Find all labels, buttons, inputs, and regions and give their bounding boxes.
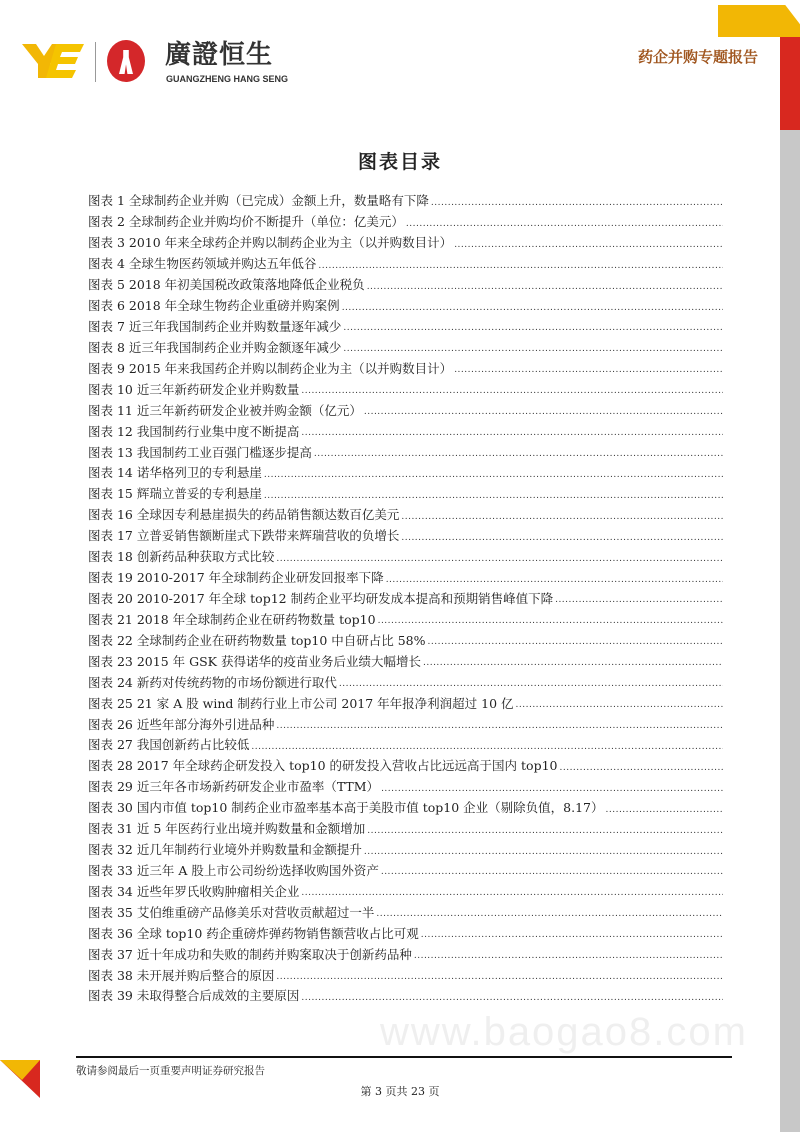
toc-item[interactable] <box>88 504 723 525</box>
toc-item-text: 图表 13 我国制药工业百强门槛逐步提高 <box>88 444 312 460</box>
toc-item[interactable] <box>88 274 723 295</box>
toc-item-text: 图表 35 艾伯维重磅产品修美乐对营收贡献超过一半 <box>88 904 375 920</box>
toc-item[interactable] <box>88 253 723 274</box>
toc-leader-dots <box>454 235 723 250</box>
toc-item-text: 图表 32 近几年制药行业境外并购数量和金额提升 <box>88 842 362 858</box>
toc-item-text: 图表 24 新药对传统药物的市场份额进行取代 <box>88 674 337 690</box>
toc-leader-dots <box>301 988 723 1003</box>
toc-leader-dots <box>314 444 723 459</box>
toc-item[interactable] <box>88 295 723 316</box>
toc-item[interactable] <box>88 190 723 211</box>
toc-title: 图表目录 <box>357 151 442 173</box>
toc-item-text: 图表 14 诺华格列卫的专利悬崖 <box>88 465 262 481</box>
toc-leader-dots <box>378 611 723 626</box>
decor-yellow-tab <box>718 5 800 37</box>
toc-leader-dots <box>276 549 723 564</box>
toc-item-text: 图表 3 2010 年来全球药企并购以制药企业为主（以并购数目计） <box>88 235 453 251</box>
toc-leader-dots <box>343 318 723 333</box>
toc-item[interactable] <box>88 818 723 839</box>
toc-leader-dots <box>276 967 723 982</box>
toc-leader-dots <box>343 339 723 354</box>
toc-leader-dots <box>559 758 723 773</box>
toc-item-text: 图表 2 全球制药企业并购均价不断提升（单位：亿美元） <box>88 214 404 230</box>
toc-item-text: 图表 23 2015 年 GSK 获得诺华的疫苗业务后业绩大幅增长 <box>88 653 421 669</box>
toc-item[interactable] <box>88 232 723 253</box>
toc-item-text: 图表 38 未开展并购后整合的原因 <box>88 967 275 983</box>
toc-item[interactable] <box>88 399 723 420</box>
toc-item-text: 图表 31 近 5 年医药行业出境并购数量和金额增加 <box>88 821 366 837</box>
toc-item[interactable] <box>88 922 723 943</box>
toc-item[interactable] <box>88 483 723 504</box>
toc-item-text: 图表 11 近三年新药研发企业被并购金额（亿元） <box>88 402 362 418</box>
toc-item[interactable] <box>88 671 723 692</box>
toc-item-text: 图表 1 全球制药企业并购（已完成）金额上升，数量略有下降 <box>88 193 429 209</box>
toc-item-text: 图表 37 近十年成功和失败的制药并购案取决于创新药品种 <box>88 946 412 962</box>
toc-item-text: 图表 27 我国创新药占比较低 <box>88 737 250 753</box>
figure-toc <box>88 190 723 1006</box>
toc-leader-dots <box>431 193 723 208</box>
toc-leader-dots <box>555 590 723 605</box>
footer-rule <box>76 1056 732 1058</box>
toc-item[interactable] <box>88 943 723 964</box>
toc-leader-dots <box>606 800 724 815</box>
toc-leader-dots <box>386 570 723 585</box>
toc-item[interactable] <box>88 316 723 337</box>
toc-leader-dots <box>364 842 723 857</box>
toc-item-text: 图表 4 全球生物医药领域并购达五年低谷 <box>88 256 317 272</box>
toc-item-text: 图表 19 2010-2017 年全球制药企业研发回报率下降 <box>88 570 384 586</box>
ye-logo-icon <box>22 40 84 80</box>
toc-item-text: 图表 5 2018 年初美国税改政策落地降低企业税负 <box>88 277 365 293</box>
decor-red-bar <box>780 37 800 130</box>
toc-item-text: 图表 6 2018 年全球生物药企业重磅并购案例 <box>88 298 340 314</box>
toc-leader-dots <box>454 360 723 375</box>
decor-gray-bar <box>780 130 800 1132</box>
toc-item[interactable] <box>88 839 723 860</box>
report-type: 药企并购专题报告 <box>637 48 758 66</box>
toc-item-text: 图表 9 2015 年来我国药企并购以制药企业为主（以并购数目计） <box>88 360 453 376</box>
toc-item[interactable] <box>88 567 723 588</box>
toc-item[interactable] <box>88 713 723 734</box>
toc-leader-dots <box>414 946 723 961</box>
toc-item[interactable] <box>88 860 723 881</box>
toc-leader-dots <box>381 862 723 877</box>
toc-leader-dots <box>516 695 723 710</box>
logo-divider <box>95 42 96 82</box>
toc-leader-dots <box>301 423 723 438</box>
toc-leader-dots <box>364 402 723 417</box>
toc-item-text: 图表 7 近三年我国制药企业并购数量逐年减少 <box>88 318 342 334</box>
toc-item[interactable] <box>88 357 723 378</box>
toc-item[interactable] <box>88 588 723 609</box>
toc-item-text: 图表 17 立普妥销售额断崖式下跌带来辉瑞营收的负增长 <box>88 528 400 544</box>
toc-item[interactable] <box>88 650 723 671</box>
toc-item[interactable] <box>88 441 723 462</box>
toc-leader-dots <box>423 653 723 668</box>
toc-item[interactable] <box>88 797 723 818</box>
toc-item-text: 图表 36 全球 top10 药企重磅炸弹药物销售额营收占比可观 <box>88 925 419 941</box>
toc-item-text: 图表 12 我国制药行业集中度不断提高 <box>88 423 300 439</box>
toc-item-text: 图表 28 2017 年全球药企研发投入 top10 的研发投入营收占比远远高于国内 top10 <box>88 758 558 774</box>
toc-item[interactable] <box>88 378 723 399</box>
toc-item-text: 图表 26 近些年部分海外引进品种 <box>88 716 275 732</box>
guangzheng-seal-icon <box>107 40 145 82</box>
page-number: 第 3 页共 23 页 <box>360 1085 440 1098</box>
toc-item[interactable] <box>88 420 723 441</box>
toc-leader-dots <box>421 925 723 940</box>
toc-item-text: 图表 30 国内市值 top10 制药企业市盈率基本高于美股市值 top10 企业（剔除负值，8.17） <box>88 800 604 816</box>
toc-leader-dots <box>251 737 723 752</box>
toc-item-text: 图表 39 未取得整合后成效的主要原因 <box>88 988 300 1004</box>
toc-item-text: 图表 34 近些年罗氏收购肿瘤相关企业 <box>88 883 300 899</box>
company-logo-english: GUANGZHENG HANG SENG <box>166 74 289 84</box>
toc-item[interactable] <box>88 964 723 985</box>
toc-leader-dots <box>339 674 723 689</box>
toc-item[interactable] <box>88 755 723 776</box>
toc-item[interactable] <box>88 901 723 922</box>
toc-item-text: 图表 21 2018 年全球制药企业在研药物数量 top10 <box>88 611 376 627</box>
toc-item[interactable] <box>88 525 723 546</box>
toc-item[interactable] <box>88 734 723 755</box>
toc-item[interactable] <box>88 985 723 1006</box>
toc-leader-dots <box>264 465 723 480</box>
toc-leader-dots <box>301 883 723 898</box>
toc-item[interactable] <box>88 546 723 567</box>
toc-leader-dots <box>318 256 723 271</box>
toc-leader-dots <box>367 821 723 836</box>
toc-item[interactable] <box>88 692 723 713</box>
toc-leader-dots <box>401 528 723 543</box>
toc-leader-dots <box>301 381 723 396</box>
toc-item-text: 图表 29 近三年各市场新药研发企业市盈率（TTM） <box>88 779 380 795</box>
toc-leader-dots <box>367 277 723 292</box>
company-logo-name: 廣證恒生 <box>165 40 274 70</box>
toc-item-text: 图表 25 21 家 A 股 wind 制药行业上市公司 2017 年年报净利润超过 10 亿 <box>88 695 514 711</box>
toc-leader-dots <box>376 904 723 919</box>
toc-leader-dots <box>264 486 723 501</box>
toc-item[interactable] <box>88 608 723 629</box>
toc-item[interactable] <box>88 776 723 797</box>
toc-item-text: 图表 10 近三年新药研发企业并购数量 <box>88 381 300 397</box>
toc-item-text: 图表 8 近三年我国制药企业并购金额逐年减少 <box>88 339 342 355</box>
toc-leader-dots <box>401 507 723 522</box>
toc-item-text: 图表 20 2010-2017 年全球 top12 制药企业平均研发成本提高和预期销售峰值下降 <box>88 590 554 606</box>
toc-leader-dots <box>342 298 723 313</box>
footer-disclaimer: 敬请参阅最后一页重要声明证券研究报告 <box>76 1065 265 1077</box>
watermark: www.baogao8.com <box>380 1010 748 1054</box>
toc-item-text: 图表 16 全球因专利悬崖损失的药品销售额达数百亿美元 <box>88 507 400 523</box>
toc-leader-dots <box>406 214 723 229</box>
toc-item[interactable] <box>88 462 723 483</box>
toc-item[interactable] <box>88 629 723 650</box>
toc-leader-dots <box>428 632 723 647</box>
toc-leader-dots <box>276 716 723 731</box>
toc-item[interactable] <box>88 880 723 901</box>
toc-leader-dots <box>381 779 723 794</box>
toc-item[interactable] <box>88 211 723 232</box>
toc-item-text: 图表 18 创新药品种获取方式比较 <box>88 549 275 565</box>
toc-item-text: 图表 22 全球制药企业在研药物数量 top10 中自研占比 58% <box>88 632 426 648</box>
toc-item[interactable] <box>88 336 723 357</box>
toc-item-text: 图表 15 辉瑞立普妥的专利悬崖 <box>88 486 262 502</box>
toc-item-text: 图表 33 近三年 A 股上市公司纷纷选择收购国外资产 <box>88 862 379 878</box>
